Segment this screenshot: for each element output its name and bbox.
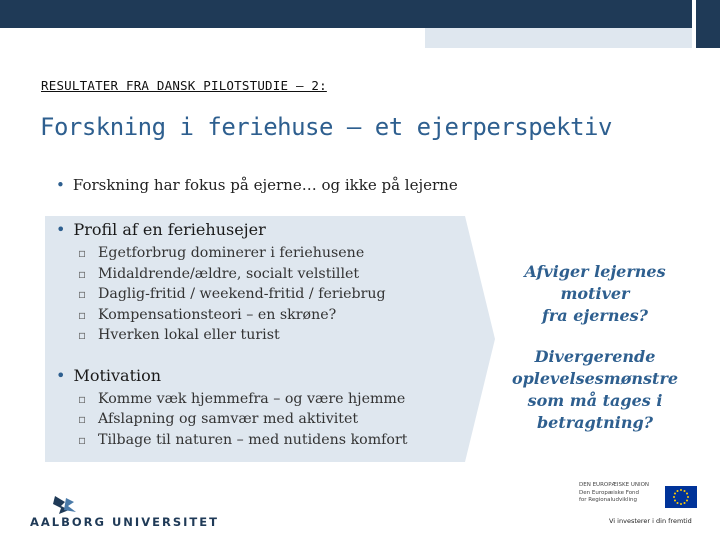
profile-heading-text: Profil af en feriehusejer (73, 220, 266, 239)
list-item: ▫ Midaldrende/ældre, socialt velstillet (78, 264, 407, 285)
list-item: ▫ Kompensationsteori – en skrøne? (78, 305, 407, 326)
header-band (0, 0, 692, 28)
slide-title: Forskning i feriehuse – et ejerperspektiv (40, 113, 612, 141)
eu-tagline: Vi investerer i din fremtid (609, 517, 692, 525)
motivation-heading-text: Motivation (73, 365, 162, 385)
eu-line: DEN EUROPÆISKE UNION (579, 482, 650, 488)
profile-list (56, 243, 407, 346)
callout-line: fra ejernes? (541, 306, 649, 325)
callout-line: Afviger lejernes (524, 262, 666, 281)
motivation-list (56, 389, 407, 451)
main-bullet (56, 176, 458, 194)
callout-question-1 (500, 261, 690, 327)
list-item: ▫ Hverken lokal eller turist (78, 325, 407, 346)
bullet-dot-icon: • (56, 176, 65, 194)
motivation-heading (56, 366, 407, 385)
header-band-accent (425, 28, 692, 48)
callout-line: betragtning? (536, 413, 654, 432)
callout-line: Divergerende (534, 347, 656, 366)
list-item: ▫ Afslapning og samvær med aktivitet (78, 409, 407, 430)
eu-text (579, 482, 649, 505)
bullet-dot-icon: • (56, 365, 66, 385)
header-corner-block (694, 0, 720, 48)
slide-subtitle: RESULTATER FRA DANSK PILOTSTUDIE – 2: (41, 78, 327, 93)
list-item: ▫ Komme væk hjemmefra – og være hjemme (78, 389, 407, 410)
list-item: ▫ Egetforbrug dominerer i feriehusene (78, 243, 407, 264)
university-name: AALBORG UNIVERSITET (30, 515, 219, 529)
callout-line: oplevelsesmønstre (511, 369, 679, 388)
eu-line: for Regionaludvikling (579, 497, 638, 503)
profile-heading (56, 220, 407, 239)
callout-line: motiver (560, 284, 630, 303)
list-item: ▫ Daglig-fritid / weekend-fritid / feriebrug (78, 284, 407, 305)
bullet-dot-icon: • (56, 220, 66, 239)
eu-flag-icon (665, 486, 697, 508)
university-logo-icon (30, 494, 90, 516)
eu-logo-block (573, 482, 703, 530)
callout-line: som må tages i (527, 391, 663, 410)
callout-question-2 (500, 346, 690, 434)
panel-content (56, 220, 407, 450)
list-item: ▫ Tilbage til naturen – med nutidens komfort (78, 430, 407, 451)
eu-line: Den Europæiske Fond (579, 489, 640, 496)
main-bullet-text: Forskning har fokus på ejerne… og ikke på lejerne (72, 176, 458, 194)
